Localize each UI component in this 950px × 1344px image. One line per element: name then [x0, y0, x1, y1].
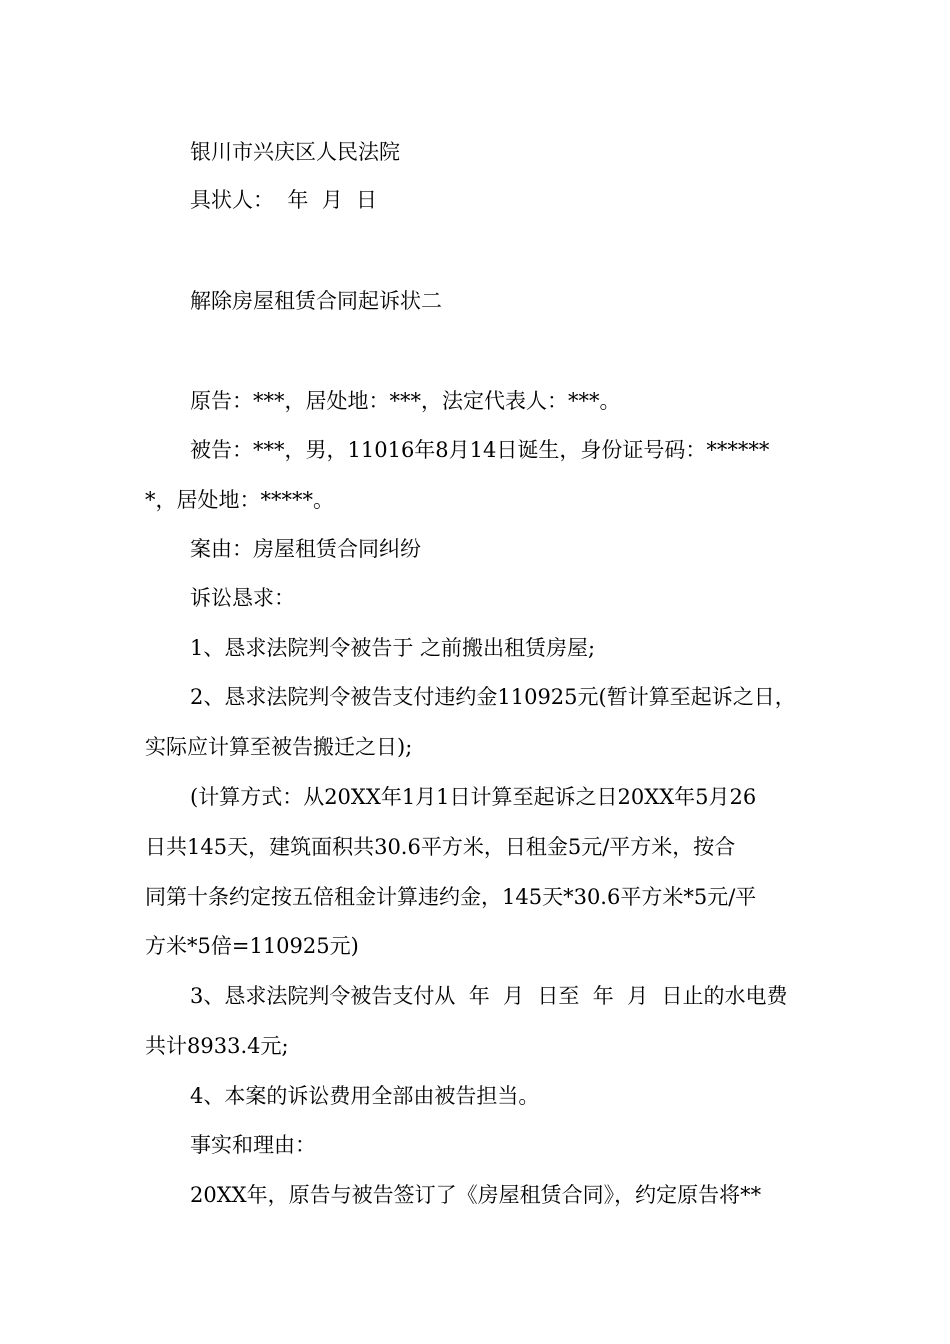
calculation-line-1: (计算方式：从20XX年1月1日计算至起诉之日20XX年5月26	[190, 785, 757, 809]
defendant-line-1: 被告：***，男，11016年8月14日诞生，身份证号码：******	[190, 438, 770, 462]
court-name: 银川市兴庆区人民法院	[190, 140, 400, 164]
calculation-line-3: 同第十条约定按五倍租金计算违约金，145天*30.6平方米*5元/平	[145, 885, 757, 909]
signature-date-line: 具状人： 年 月 日	[190, 188, 378, 212]
calculation-line-4: 方米*5倍=110925元)	[145, 934, 359, 958]
calculation-line-2: 日共145天，建筑面积共30.6平方米，日租金5元/平方米，按合	[145, 835, 736, 859]
claims-heading: 诉讼恳求：	[190, 586, 295, 610]
facts-line-1: 20XX年，原告与被告签订了《房屋租赁合同》，约定原告将**	[190, 1183, 762, 1207]
claim-1: 1、恳求法院判令被告于 之前搬出租赁房屋;	[190, 636, 596, 660]
document-title: 解除房屋租赁合同起诉状二	[190, 289, 442, 313]
claim-3-line-2: 共计8933.4元;	[145, 1034, 289, 1058]
case-cause: 案由：房屋租赁合同纠纷	[190, 537, 421, 561]
claim-4: 4、本案的诉讼费用全部由被告担当。	[190, 1084, 540, 1108]
claim-3-line-1: 3、恳求法院判令被告支付从 年 月 日至 年 月 日止的水电费	[190, 984, 788, 1008]
claim-2-line-2: 实际应计算至被告搬迁之日);	[145, 735, 413, 759]
plaintiff-line: 原告：***，居处地：***，法定代表人：***。	[190, 389, 621, 413]
defendant-line-2: *，居处地：*****。	[145, 488, 334, 512]
claim-2-line-1: 2、恳求法院判令被告支付违约金110925元(暂计算至起诉之日，	[190, 685, 796, 709]
facts-heading: 事实和理由：	[190, 1133, 316, 1157]
